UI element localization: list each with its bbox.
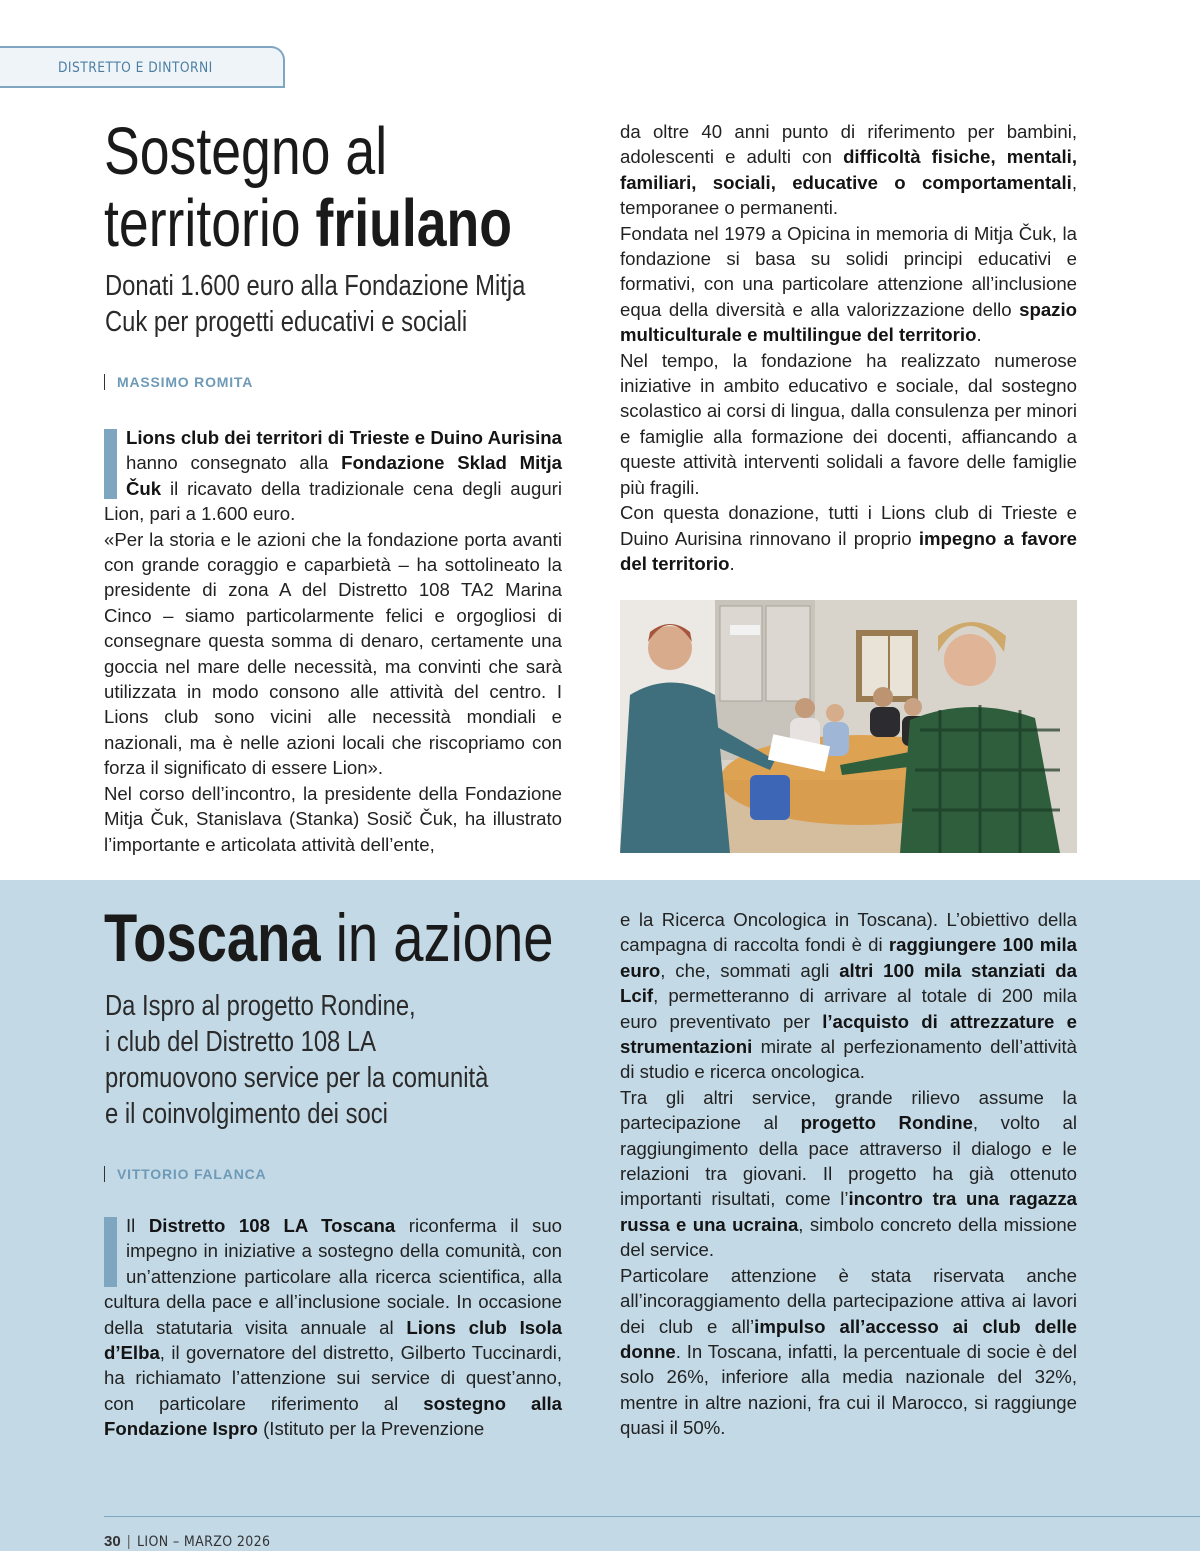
article2-column-left xyxy=(104,1213,562,1442)
section-tab xyxy=(0,46,285,88)
article1-subtitle: Donati 1.600 euro alla Fondazione Mitja Cuk per progetti educativi e sociali xyxy=(105,270,526,338)
article1-title-line2: territorio friulano xyxy=(104,186,513,261)
article1-paragraph: Con questa donazione, tutti i Lions club di Trieste e Duino Aurisina rinnovano il proprio impegno a favore del territorio. xyxy=(620,502,1078,574)
article2-paragraph: Il Distretto 108 LA Toscana riconferma il suo impegno in iniziative a sostegno della comunità, con un’attenzione particolare alla ricerca scientifica, alla cultura della pace e all’inclusione sociale. In occasione della statutaria visita annuale al Lions club Isola d’Elba, il governatore del distretto, Gilberto Tuccinardi, ha richiamato l’attenzione sui service di quest’anno, con particolare riferimento al sostegno alla Fondazione Ispro (Istituto per la Prevenzione xyxy=(104,1215,563,1440)
article1-paragraph: da oltre 40 anni punto di riferimento per bambini, adolescenti e adulti con difficoltà fisiche, mentali, familiari, sociali, educative o comportamentali, temporanee o permanenti. xyxy=(620,121,1077,219)
article2-paragraph: Particolare attenzione è stata riservata anche all’incoraggiamento della partecipazione attiva ai lavori dei club e all’impulso all’accesso ai club delle donne. In Toscana, infatti, la percentuale di socie è del solo 26%, inferiore alla media nazionale del 32%, mentre in altre nazioni, fra cui il Marocco, si raggiunge quasi il 50%. xyxy=(620,1264,1077,1439)
photo-illustration xyxy=(620,600,1077,853)
article2-subtitle: Da Ispro al progetto Rondine, i club del Distretto 108 LA promuovono service per la comunità e il coinvolgimento dei soci xyxy=(105,990,489,1130)
article2-paragraph: Tra gli altri service, grande rilievo assume la partecipazione al progetto Rondine, volto al raggiungimento della pace attraverso il dialogo e le relazioni tra giovani. Il progetto ha già ottenuto importanti risultati, come l’incontro tra una ragazza russa e una ucraina, simbolo concreto della missione del service. xyxy=(620,1086,1078,1261)
drop-bar xyxy=(104,429,117,499)
article2-paragraph: e la Ricerca Oncologica in Toscana). L’obiettivo della campagna di raccolta fondi è di raggiungere 100 mila euro, che, sommati agli altri 100 mila stanziati da Lcif, permetteranno di arrivare al totale di 200 mila euro preventivato per l’acquisto di attrezzature e strumentazioni mirate al perfezionamento dell’attività di studio e ricerca oncologica. xyxy=(620,909,1077,1083)
footer-separator: | xyxy=(126,1533,131,1550)
magazine-issue: LION – MARZO 2026 xyxy=(136,1534,270,1550)
article2-title: Toscana in azione xyxy=(104,900,554,976)
article2-author: VITTORIO FALANCA xyxy=(104,1166,266,1182)
footer-rule xyxy=(104,1516,1200,1517)
article1-column-right xyxy=(620,119,1077,576)
page-number: 30 xyxy=(104,1533,121,1550)
article1-paragraph: Fondata nel 1979 a Opicina in memoria di Mitja Čuk, la fondazione si basa su solidi principi educativi e formativi, con una particolare attenzione all’inclusione equa della diversità e alla valorizzazione dello spazio multiculturale e multilingue del territorio. xyxy=(620,222,1077,346)
article1-title-line1: Sostegno al xyxy=(104,114,388,189)
section-label: DISTRETTO E DINTORNI xyxy=(58,60,213,76)
page-footer xyxy=(104,1533,285,1550)
article1-photo xyxy=(620,600,1077,853)
article2-column-right xyxy=(620,907,1077,1441)
article1-paragraph: Nel tempo, la fondazione ha realizzato numerose iniziative in ambito educativo e sociale, dal sostegno scolastico ai corsi di lingua, dalla consulenza per minori e famiglie alla formazione dei docenti, affiancando a queste attività interventi solidali a favore delle famiglie più fragili. xyxy=(620,349,1077,498)
article1-column-left xyxy=(104,425,562,857)
article1-paragraph: Lions club dei territori di Trieste e Duino Aurisina hanno consegnato alla Fondazione Sklad Mitja Čuk il ricavato della tradizionale cena degli auguri Lion, pari a 1.600 euro. xyxy=(104,427,563,525)
article1-author: MASSIMO ROMITA xyxy=(104,374,253,390)
drop-bar xyxy=(104,1217,117,1287)
article1-paragraph: Nel corso dell’incontro, la presidente della Fondazione Mitja Čuk, Stanislava (Stanka) Sosič Čuk, ha illustrato l’importante e articolata attività dell’ente, xyxy=(104,782,562,855)
article1-paragraph: «Per la storia e le azioni che la fondazione porta avanti con grande coraggio e caparbietà – ha sottolineato la presidente di zona A del Distretto 108 TA2 Marina Cinco – siamo particolarmente felici e orgogliosi di consegnare questa somma di denaro, certamente una goccia nel mare delle necessità, ma convinti che sarà utilizzata in modo consono alle attività del centro. I Lions club sono vicini alle necessità mondiali e nazionali, ma è nelle azioni locali che riscopriamo con forza il significato di essere Lion». xyxy=(104,528,562,779)
